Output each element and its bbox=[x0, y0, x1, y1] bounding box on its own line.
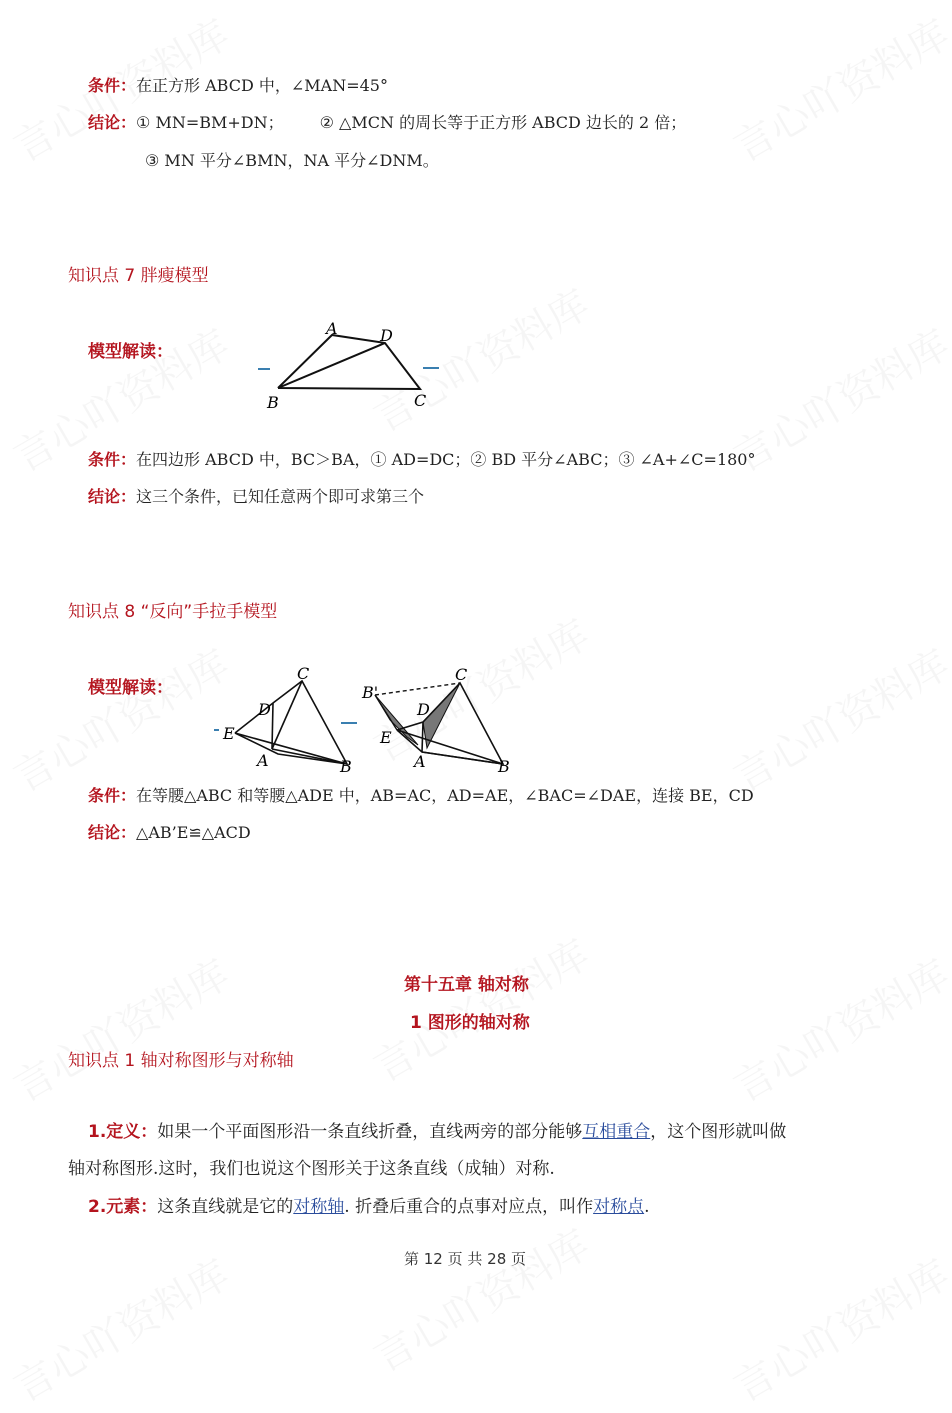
vertex-label-A: A bbox=[414, 752, 426, 771]
watermark bbox=[722, 634, 952, 803]
vertex-label-B: B bbox=[267, 393, 279, 412]
vertex-label-A: A bbox=[257, 751, 269, 770]
definition-line bbox=[88, 1121, 786, 1143]
model-label: 模型解读： bbox=[88, 678, 173, 698]
dash-mark bbox=[214, 729, 219, 731]
watermark bbox=[722, 4, 952, 173]
condition-text: 在等腰△ABC 和等腰△ADE 中，AB=AC，AD=AE，∠BAC=∠DAE，连接 BE，CD bbox=[136, 786, 754, 805]
conclusion-line bbox=[88, 822, 251, 844]
condition-label: 条件： bbox=[88, 450, 137, 469]
elements-text: . 折叠后重合的点事对应点，叫作 bbox=[344, 1197, 594, 1217]
conclusion-label: 结论： bbox=[88, 487, 137, 506]
chapter-title: 第十五章 轴对称 bbox=[404, 975, 529, 995]
vertex-label-C: C bbox=[414, 391, 427, 410]
conclusion-item-3: ③ MN 平分∠BMN，NA 平分∠DNM。 bbox=[145, 151, 439, 170]
elements-line bbox=[88, 1196, 650, 1218]
conclusion-item-2: ② △MCN 的周长等于正方形 ABCD 边长的 2 倍； bbox=[319, 113, 687, 132]
conclusion-line bbox=[88, 486, 424, 508]
vertex-label-D: D bbox=[380, 326, 393, 345]
watermark bbox=[722, 1244, 952, 1413]
watermark bbox=[2, 1244, 238, 1413]
condition-line bbox=[88, 449, 756, 471]
condition-label: 条件： bbox=[88, 786, 137, 805]
conclusion-label: 结论： bbox=[88, 823, 137, 842]
section-heading-8: 知识点 8 “反向”手拉手模型 bbox=[68, 602, 278, 622]
elements-label: 2.元素： bbox=[88, 1197, 158, 1217]
chapter-subtitle: 1 图形的轴对称 bbox=[410, 1013, 530, 1033]
condition-text: 在正方形 ABCD 中，∠MAN=45° bbox=[136, 76, 388, 95]
condition-text: 在四边形 ABCD 中，BC＞BA，① AD=DC；② BD 平分∠ABC；③ ∠A+∠C=180° bbox=[136, 450, 756, 469]
conclusion-item-1: ① MN=BM+DN； bbox=[136, 113, 284, 132]
vertex-label-D: D bbox=[417, 700, 430, 719]
vertex-label-C: C bbox=[455, 665, 468, 684]
elements-text: 这条直线就是它的 bbox=[157, 1197, 294, 1217]
watermark bbox=[2, 944, 238, 1113]
condition-line bbox=[88, 785, 754, 807]
vertex-label-D: D bbox=[258, 700, 271, 719]
vertex-label-B-prime: B' bbox=[362, 683, 379, 702]
definition-line-2: 轴对称图形.这时，我们也说这个图形关于这条直线（成轴）对称. bbox=[68, 1159, 555, 1179]
definition-label: 1.定义： bbox=[88, 1122, 158, 1142]
condition-line bbox=[88, 75, 388, 97]
condition-label: 条件： bbox=[88, 76, 137, 95]
vertex-label-B: B bbox=[340, 757, 352, 775]
conclusion-line bbox=[88, 112, 686, 134]
elements-text: . bbox=[644, 1197, 650, 1217]
vertex-label-E: E bbox=[380, 728, 392, 747]
model-label: 模型解读： bbox=[88, 342, 173, 362]
reverse-hand-in-hand-figure-1 bbox=[220, 665, 355, 775]
conclusion-text: 这三个条件，已知任意两个即可求第三个 bbox=[136, 487, 425, 506]
definition-text: ，这个图形就叫做 bbox=[650, 1122, 787, 1142]
watermark bbox=[362, 1214, 598, 1383]
vertex-label-E: E bbox=[223, 724, 235, 743]
section-heading-7: 知识点 7 胖瘦模型 bbox=[68, 266, 209, 286]
watermark bbox=[722, 944, 952, 1113]
vertex-label-B: B bbox=[498, 757, 510, 775]
fat-thin-model-figure bbox=[260, 315, 440, 415]
conclusion-text: △AB’E≌△ACD bbox=[136, 823, 251, 842]
definition-text: 如果一个平面图形沿一条直线折叠，直线两旁的部分能够 bbox=[157, 1122, 583, 1142]
section-heading-k1: 知识点 1 轴对称图形与对称轴 bbox=[68, 1051, 294, 1071]
watermark bbox=[2, 634, 238, 803]
conclusion-label: 结论： bbox=[88, 113, 137, 132]
link-symmetry-axis[interactable]: 对称轴 bbox=[293, 1197, 345, 1217]
vertex-label-A: A bbox=[326, 319, 338, 338]
link-symmetry-point[interactable]: 对称点 bbox=[593, 1197, 645, 1217]
watermark bbox=[722, 314, 952, 483]
reverse-hand-in-hand-figure-2 bbox=[360, 665, 520, 775]
link-mutual-overlap[interactable]: 互相重合 bbox=[582, 1122, 651, 1142]
vertex-label-C: C bbox=[297, 665, 310, 683]
page-number: 第 12 页 共 28 页 bbox=[404, 1250, 527, 1268]
